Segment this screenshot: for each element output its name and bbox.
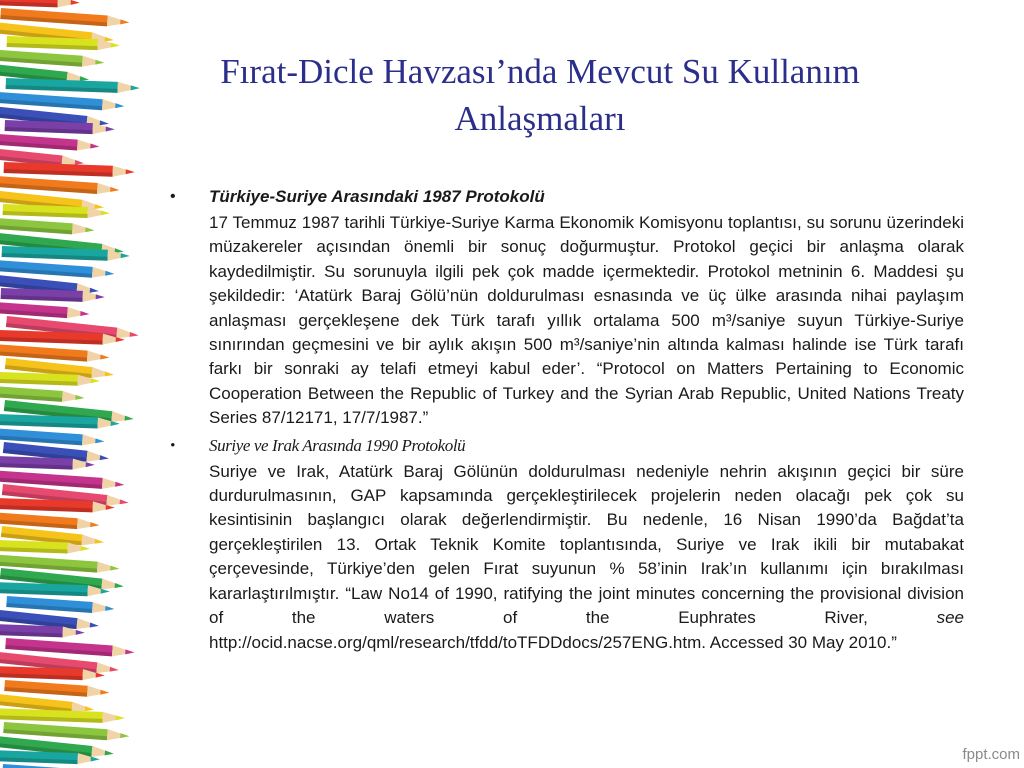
pencil (0, 260, 115, 279)
section-heading-text: Suriye ve Irak Arasında 1990 Protokolü (209, 435, 466, 455)
watermark: fppt.com (962, 746, 1020, 763)
pencil (0, 0, 80, 8)
pencil (4, 680, 110, 698)
pencil (0, 92, 125, 112)
colored-pencils-border-icon (0, 0, 150, 768)
pencil (0, 218, 95, 236)
pencil (6, 78, 140, 94)
section-body-text: Suriye ve Irak, Atatürk Baraj Gölünün doldurulması nedeniyle nehrin akışının geçici bir süre durdurulmasının, GAP kapsamında gerçekleştirilecek projelerin neden olacağı pek çok su kesintisinin başlangıcı olarak değerlendirmiştir. Bu nedenle, 16 Nisan 1990’da Bağdat’ta gerçekleştirilen 13. Ortak Teknik Komite toplantısında, Suriye ve Irak ikili bir mutabakat çerçevesinde, Türkiye’den gelen Fırat suyunun % 58’inin Irak’ın kullanımı için bırakılması kararlaştırılmıştır. “Law No14 of 1990, ratifying the joint minutes concerning the provisional division of the waters of the Euphrates River, (209, 461, 964, 628)
section-body-emphasis: see (936, 608, 964, 628)
pencil (0, 50, 105, 68)
section-body-1990 (209, 460, 964, 655)
pencil (0, 176, 120, 196)
section-heading-1987 (168, 184, 964, 210)
section-body-link-text: http://ocid.nacse.org/qml/research/tfdd/toTFDDdocs/257ENG.htm. Accessed 30 May 2010.” (209, 632, 897, 652)
slide-content (168, 184, 964, 655)
bullet-icon: • (170, 437, 175, 454)
pencil (0, 134, 100, 152)
slide-title (155, 48, 925, 142)
pencil (6, 596, 115, 615)
pencil (4, 162, 135, 178)
slide-title-line2: Anlaşmaları (454, 99, 626, 138)
slide-title-line1: Fırat-Dicle Havzası’nda Mevcut Su Kullanım (220, 52, 860, 91)
pencil (2, 764, 105, 768)
section-heading-1990 (168, 433, 964, 459)
bullet-icon: • (170, 188, 176, 205)
section-heading-text: Türkiye-Suriye Arasındaki 1987 Protokolü (209, 187, 545, 206)
section-body-1987: 17 Temmuz 1987 tarihli Türkiye-Suriye Karma Ekonomik Komisyonu toplantısı, su sorunu üzerindeki müzakereler açısından önemli bir sonuç doğurmuştur. Protokol geçici bir anlaşma olarak kaydedilmiştir. Su sorunuyla ilgili pek çok madde içermektedir. Protokol metninin 6. Maddesi şu şekildedir: ‘Atatürk Baraj Gölü’nün doldurulması esnasında ve üç ülke arasında nihai paylaşım anlaşması gerçekleşene dek Türk tarafı yıllık ortalama 500 m³/saniye suyun Türkiye-Suriye sınırından geçmesini ve bir aylık akışın 500 m³/saniye’nin altında kalması halinde ise Türk tarafı farkı bir sonraki ay telafi etmeyi kabul eder’. “Protocol on Matters Pertaining to Economic Cooperation Between the Republic of Turkey and the Syrian Arab Republic, United Nations Treaty Series 87/12171, 17/7/1987.” (209, 213, 964, 428)
